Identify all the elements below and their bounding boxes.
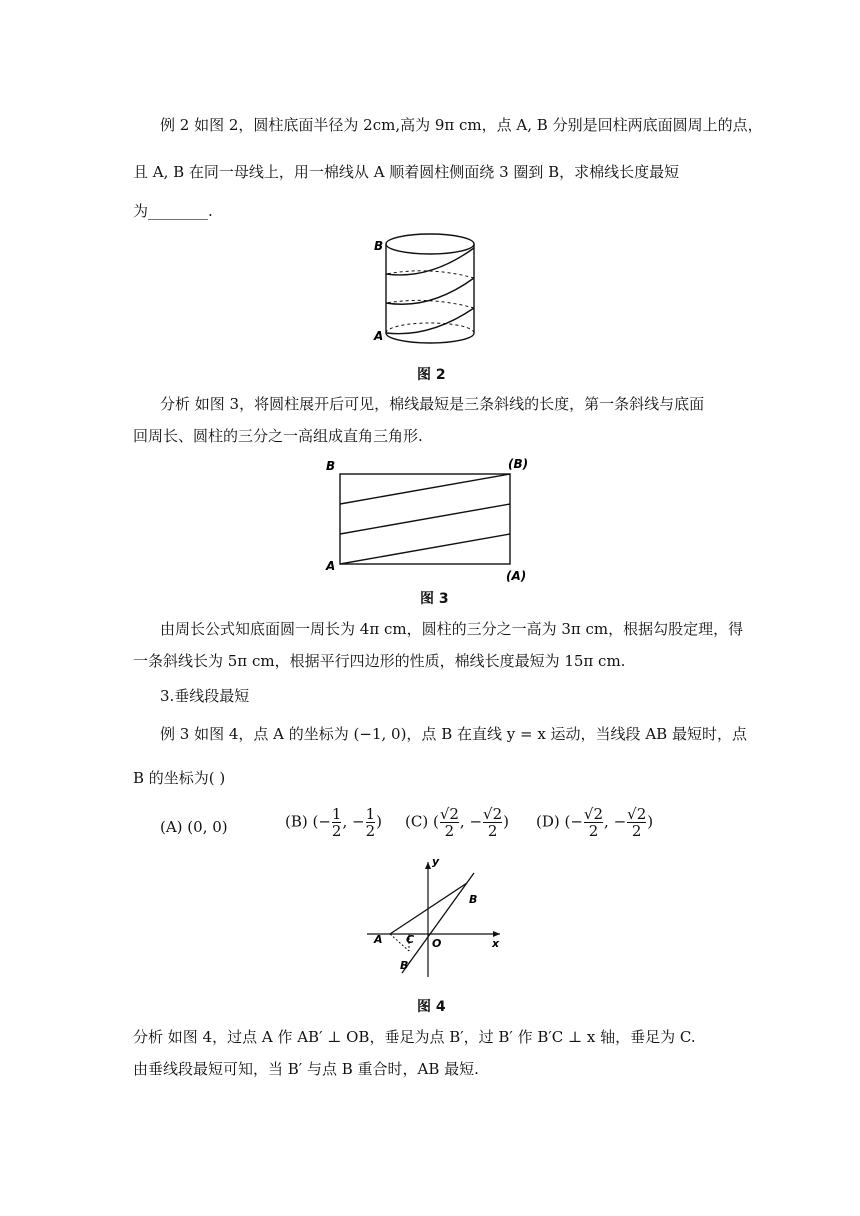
figure3-caption: 图 3 xyxy=(420,591,449,607)
paragraph3-line2: 一条斜线长为 5π cm，根据平行四边形的性质，棉线长度最短为 15π cm. xyxy=(133,652,626,670)
figure4-coordinate-diagram xyxy=(362,855,512,985)
figure3-rectangle xyxy=(318,452,538,584)
example2-line2: 且 A, B 在同一母线上，用一棉线从 A 顺着圆柱侧面绕 3 圈到 B，求棉线长度最短 xyxy=(133,163,680,181)
figure3-label-b2: (B) xyxy=(508,457,529,471)
figure4-label-o: O xyxy=(432,937,442,950)
fraction: $\frac{√2}{2}$ xyxy=(627,805,647,840)
figure4-label-a: A xyxy=(374,933,383,946)
figure2-label-a: A xyxy=(374,329,384,343)
fraction: $\frac{√2}{2}$ xyxy=(483,805,503,840)
option-c: (C) ( $\frac{√2}{2}$ , − $\frac{√2}{2}$ ) xyxy=(405,805,509,840)
figure2-caption: 图 2 xyxy=(417,367,446,383)
figure4-label-b: B xyxy=(469,893,478,906)
fraction: $\frac{1}{2}$ xyxy=(365,805,376,840)
figure4-caption: 图 4 xyxy=(417,999,446,1015)
example3-line1: 例 3 如图 4，点 A 的坐标为 (−1, 0)，点 B 在直线 y = x 运动，当线段 AB 最短时，点 xyxy=(160,725,747,743)
option-b: (B) (− $\frac{1}{2}$ , − $\frac{1}{2}$ ) xyxy=(285,805,382,840)
analysis2-line1: 分析 如图 3，将圆柱展开后可见，棉线最短是三条斜线的长度，第一条斜线与底面 xyxy=(160,395,705,413)
option-d: (D) (− $\frac{√2}{2}$ , − $\frac{√2}{2}$ ) xyxy=(536,805,654,840)
fraction: $\frac{1}{2}$ xyxy=(331,805,342,840)
analysis3-line2: 由垂线段最短可知，当 B′ 与点 B 重合时，AB 最短. xyxy=(133,1060,479,1078)
fraction: $\frac{√2}{2}$ xyxy=(439,805,459,840)
option-a: (A) (0, 0) xyxy=(160,818,228,836)
figure2-cylinder xyxy=(372,228,492,353)
figure3-label-a2: (A) xyxy=(506,569,527,583)
analysis3-line1: 分析 如图 4，过点 A 作 AB′ ⊥ OB，垂足为点 B′，过 B′ 作 B′C ⊥ x 轴，垂足为 C. xyxy=(133,1028,696,1046)
figure3-label-a: A xyxy=(326,559,336,573)
fraction: $\frac{√2}{2}$ xyxy=(583,805,604,840)
section3-heading: 3.垂线段最短 xyxy=(160,687,250,705)
figure4-label-c: C xyxy=(406,933,415,946)
example2-line3: 为________. xyxy=(133,202,213,220)
analysis2-line2: 回周长、圆柱的三分之一高组成直角三角形. xyxy=(133,427,423,445)
figure4-label-y: y xyxy=(432,855,440,868)
paragraph3-line1: 由周长公式知底面圆一周长为 4π cm，圆柱的三分之一高为 3π cm，根据勾股定理，得 xyxy=(160,620,744,638)
figure4-label-x: x xyxy=(492,937,500,950)
example2-line1: 例 2 如图 2，圆柱底面半径为 2cm,高为 9π cm，点 A, B 分别是回柱两底面圆周上的点， xyxy=(160,116,763,134)
figure4-label-b-prime: B′ xyxy=(400,959,412,972)
figure2-label-b: B xyxy=(374,239,384,253)
figure3-label-b: B xyxy=(326,459,336,473)
example3-line2: B 的坐标为( ) xyxy=(133,769,226,787)
